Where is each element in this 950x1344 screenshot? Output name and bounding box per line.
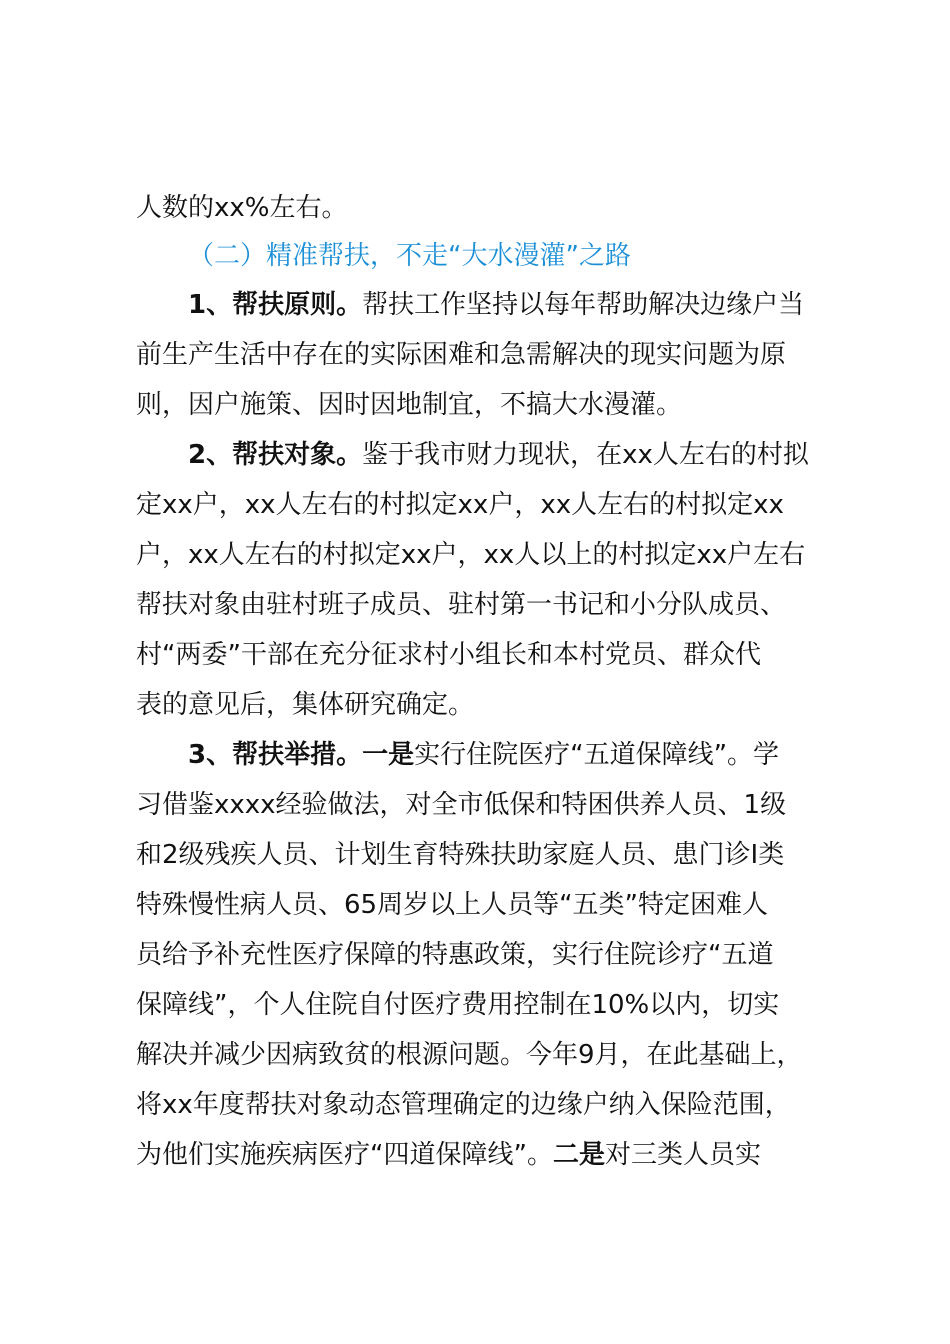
text-line: 和2级残疾人员、计划生育特殊扶助家庭人员、患门诊Ⅰ类 — [136, 840, 785, 870]
text-line: 户，xx人左右的村拟定xx户，xx人以上的村拟定xx户左右 — [136, 540, 806, 570]
text-line: 保障线”，个人住院自付医疗费用控制在10%以内，切实 — [136, 990, 780, 1020]
text-line: 解决并减少因病致贫的根源问题。今年9月，在此基础上， — [136, 1040, 803, 1070]
paragraph-1-title: 1、帮扶原则。 — [188, 290, 363, 320]
text-line: 员给予补充性医疗保障的特惠政策，实行住院诊疗“五道 — [136, 940, 774, 970]
text-line: 习借鉴xxxx经验做法，对全市低保和特困供养人员、1级 — [136, 790, 787, 820]
text-run: 实行住院医疗“五道保障线”。学 — [414, 740, 780, 770]
text-line: 特殊慢性病人员、65周岁以上人员等“五类”特定困难人 — [136, 890, 769, 920]
text-line: 表的意见后，集体研究确定。 — [136, 690, 475, 720]
paragraph-3-title: 3、帮扶举措。 — [188, 740, 363, 770]
text-line: 则，因户施策、因时因地制宜，不搞大水漫灌。 — [136, 390, 683, 420]
text-line: 定xx户，xx人左右的村拟定xx户，xx人左右的村拟定xx — [136, 490, 784, 520]
emphasis-second: 二是 — [552, 1140, 605, 1170]
text-line: 村“两委”干部在充分征求村小组长和本村党员、群众代 — [136, 640, 761, 670]
text-line: 人数的xx%左右。 — [136, 193, 348, 223]
section-heading: （二）精准帮扶，不走“大水漫灌”之路 — [188, 241, 631, 271]
text-run: 帮扶工作坚持以每年帮助解决边缘户当 — [362, 290, 805, 320]
paragraph-2-line-1 — [188, 437, 852, 473]
text-run: 为他们实施疾病医疗“四道保障线”。 — [136, 1140, 553, 1170]
paragraph-2-title: 2、帮扶对象。 — [188, 440, 363, 470]
paragraph-3-line-1 — [188, 737, 852, 773]
text-line: 帮扶对象由驻村班子成员、驻村第一书记和小分队成员、 — [136, 590, 787, 620]
text-line: 将xx年度帮扶对象动态管理确定的边缘户纳入保险范围， — [136, 1090, 791, 1120]
text-line — [136, 1137, 852, 1173]
text-run: 鉴于我市财力现状，在xx人左右的村拟 — [362, 440, 809, 470]
text-run: 对三类人员实 — [604, 1140, 761, 1170]
paragraph-1-line-1 — [188, 287, 852, 323]
emphasis-first: 一是 — [362, 740, 415, 770]
text-line: 前生产生活中存在的实际困难和急需解决的现实问题为原 — [136, 340, 787, 370]
